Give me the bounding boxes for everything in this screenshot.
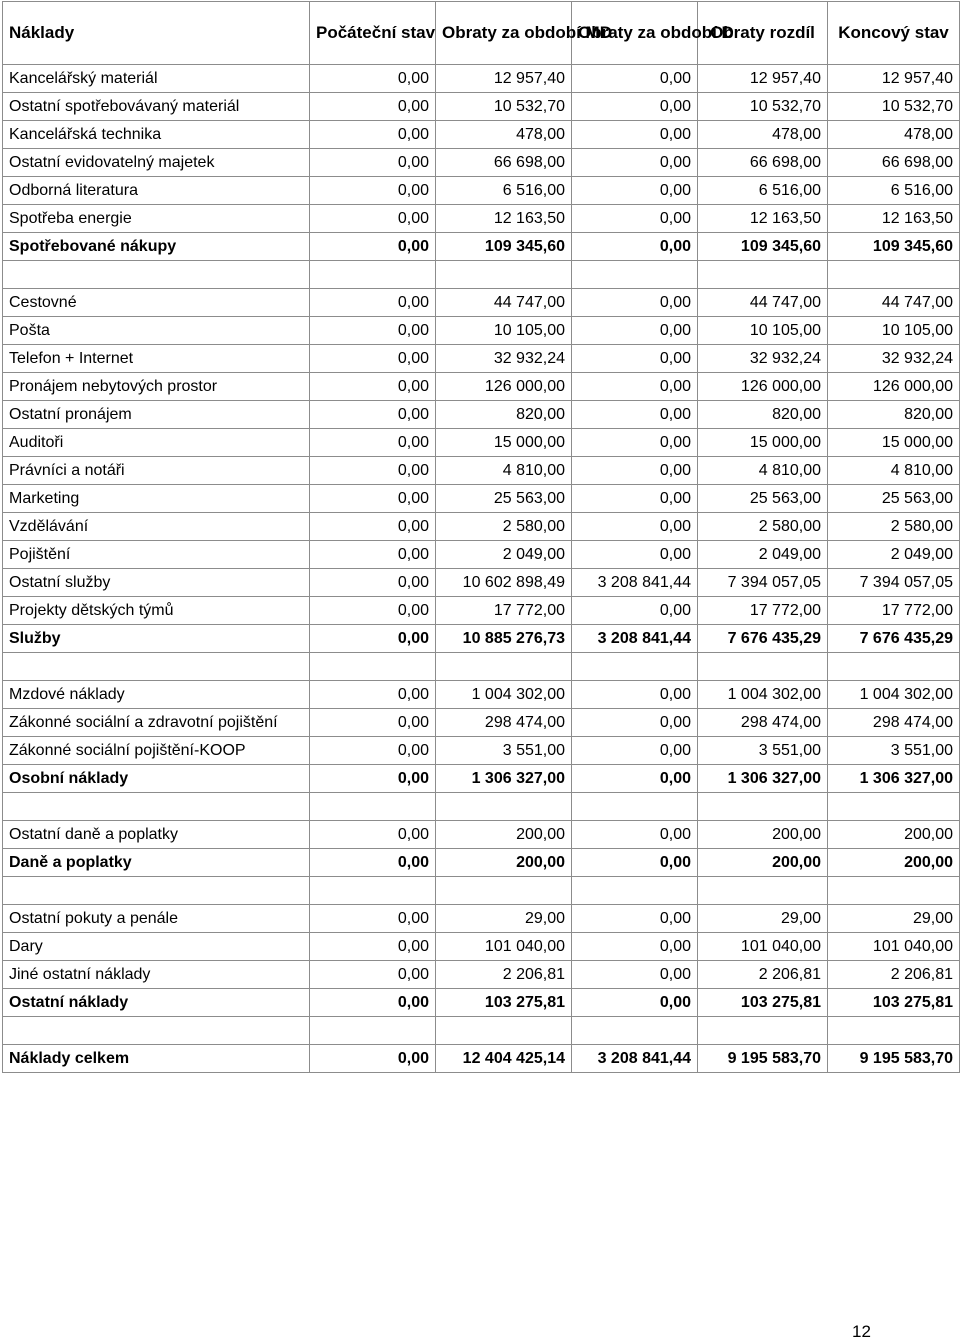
turnover-md-cell: 25 563,00	[436, 485, 572, 513]
turnover-md-cell: 109 345,60	[436, 233, 572, 261]
row-label: Auditoři	[3, 429, 310, 457]
opening-balance-cell: 0,00	[310, 205, 436, 233]
turnover-md-cell: 298 474,00	[436, 709, 572, 737]
turnover-md-cell: 2 049,00	[436, 541, 572, 569]
spacer-row	[3, 793, 960, 821]
empty-cell	[828, 653, 960, 681]
row-label: Ostatní spotřebovávaný materiál	[3, 93, 310, 121]
difference-cell: 1 306 327,00	[698, 765, 828, 793]
row-label: Náklady celkem	[3, 1045, 310, 1073]
header-costs: Náklady	[3, 2, 310, 65]
turnover-d-cell: 0,00	[572, 65, 698, 93]
table-row	[3, 345, 960, 373]
closing-balance-cell: 15 000,00	[828, 429, 960, 457]
empty-cell	[572, 793, 698, 821]
opening-balance-cell: 0,00	[310, 429, 436, 457]
closing-balance-cell: 10 105,00	[828, 317, 960, 345]
turnover-d-cell: 0,00	[572, 205, 698, 233]
empty-cell	[828, 877, 960, 905]
row-label: Mzdové náklady	[3, 681, 310, 709]
row-label: Osobní náklady	[3, 765, 310, 793]
subtotal-row	[3, 233, 960, 261]
row-label: Služby	[3, 625, 310, 653]
empty-cell	[698, 261, 828, 289]
empty-cell	[3, 793, 310, 821]
table-row	[3, 177, 960, 205]
empty-cell	[310, 793, 436, 821]
table-row	[3, 513, 960, 541]
closing-balance-cell: 298 474,00	[828, 709, 960, 737]
table-header-row	[3, 2, 960, 65]
row-label: Kancelářská technika	[3, 121, 310, 149]
row-label: Pronájem nebytových prostor	[3, 373, 310, 401]
table-row	[3, 541, 960, 569]
subtotal-row	[3, 849, 960, 877]
turnover-md-cell: 1 004 302,00	[436, 681, 572, 709]
closing-balance-cell: 6 516,00	[828, 177, 960, 205]
closing-balance-cell: 44 747,00	[828, 289, 960, 317]
row-label: Pošta	[3, 317, 310, 345]
opening-balance-cell: 0,00	[310, 65, 436, 93]
closing-balance-cell: 200,00	[828, 849, 960, 877]
difference-cell: 126 000,00	[698, 373, 828, 401]
difference-cell: 12 163,50	[698, 205, 828, 233]
turnover-d-cell: 0,00	[572, 345, 698, 373]
empty-cell	[310, 877, 436, 905]
opening-balance-cell: 0,00	[310, 737, 436, 765]
opening-balance-cell: 0,00	[310, 93, 436, 121]
spacer-row	[3, 877, 960, 905]
turnover-d-cell: 0,00	[572, 429, 698, 457]
opening-balance-cell: 0,00	[310, 289, 436, 317]
subtotal-row	[3, 989, 960, 1017]
row-label: Telefon + Internet	[3, 345, 310, 373]
row-label: Daně a poplatky	[3, 849, 310, 877]
turnover-md-cell: 32 932,24	[436, 345, 572, 373]
table-row	[3, 205, 960, 233]
header-turnover-md: Obraty za období MD	[436, 2, 572, 65]
difference-cell: 12 957,40	[698, 65, 828, 93]
difference-cell: 9 195 583,70	[698, 1045, 828, 1073]
table-row	[3, 933, 960, 961]
row-label: Dary	[3, 933, 310, 961]
turnover-d-cell: 0,00	[572, 149, 698, 177]
turnover-md-cell: 10 602 898,49	[436, 569, 572, 597]
closing-balance-cell: 12 163,50	[828, 205, 960, 233]
row-label: Spotřebované nákupy	[3, 233, 310, 261]
table-row	[3, 93, 960, 121]
row-label: Ostatní evidovatelný majetek	[3, 149, 310, 177]
turnover-md-cell: 12 404 425,14	[436, 1045, 572, 1073]
table-row	[3, 485, 960, 513]
opening-balance-cell: 0,00	[310, 485, 436, 513]
turnover-d-cell: 0,00	[572, 541, 698, 569]
spacer-row	[3, 1017, 960, 1045]
opening-balance-cell: 0,00	[310, 933, 436, 961]
closing-balance-cell: 126 000,00	[828, 373, 960, 401]
row-label: Jiné ostatní náklady	[3, 961, 310, 989]
spacer-row	[3, 261, 960, 289]
table-row	[3, 65, 960, 93]
empty-cell	[572, 877, 698, 905]
turnover-d-cell: 0,00	[572, 905, 698, 933]
table-row	[3, 401, 960, 429]
closing-balance-cell: 25 563,00	[828, 485, 960, 513]
opening-balance-cell: 0,00	[310, 401, 436, 429]
subtotal-row	[3, 1045, 960, 1073]
opening-balance-cell: 0,00	[310, 149, 436, 177]
empty-cell	[436, 261, 572, 289]
table-row	[3, 905, 960, 933]
turnover-md-cell: 66 698,00	[436, 149, 572, 177]
header-turnover-difference: Obraty rozdíl	[698, 2, 828, 65]
row-label: Spotřeba energie	[3, 205, 310, 233]
empty-cell	[3, 1017, 310, 1045]
turnover-d-cell: 0,00	[572, 317, 698, 345]
turnover-md-cell: 10 532,70	[436, 93, 572, 121]
opening-balance-cell: 0,00	[310, 373, 436, 401]
empty-cell	[572, 653, 698, 681]
row-label: Ostatní služby	[3, 569, 310, 597]
table-row	[3, 373, 960, 401]
turnover-md-cell: 103 275,81	[436, 989, 572, 1017]
row-label: Vzdělávání	[3, 513, 310, 541]
difference-cell: 6 516,00	[698, 177, 828, 205]
costs-table	[2, 1, 960, 1073]
difference-cell: 200,00	[698, 821, 828, 849]
turnover-d-cell: 0,00	[572, 681, 698, 709]
difference-cell: 1 004 302,00	[698, 681, 828, 709]
row-label: Právníci a notáři	[3, 457, 310, 485]
difference-cell: 10 532,70	[698, 93, 828, 121]
difference-cell: 3 551,00	[698, 737, 828, 765]
closing-balance-cell: 103 275,81	[828, 989, 960, 1017]
turnover-d-cell: 0,00	[572, 737, 698, 765]
closing-balance-cell: 17 772,00	[828, 597, 960, 625]
turnover-d-cell: 0,00	[572, 933, 698, 961]
opening-balance-cell: 0,00	[310, 821, 436, 849]
opening-balance-cell: 0,00	[310, 1045, 436, 1073]
turnover-md-cell: 44 747,00	[436, 289, 572, 317]
table-row	[3, 709, 960, 737]
spacer-row	[3, 653, 960, 681]
turnover-md-cell: 200,00	[436, 849, 572, 877]
closing-balance-cell: 9 195 583,70	[828, 1045, 960, 1073]
difference-cell: 25 563,00	[698, 485, 828, 513]
turnover-md-cell: 820,00	[436, 401, 572, 429]
opening-balance-cell: 0,00	[310, 233, 436, 261]
empty-cell	[436, 1017, 572, 1045]
opening-balance-cell: 0,00	[310, 849, 436, 877]
row-label: Kancelářský materiál	[3, 65, 310, 93]
table-row	[3, 681, 960, 709]
subtotal-row	[3, 625, 960, 653]
difference-cell: 32 932,24	[698, 345, 828, 373]
closing-balance-cell: 66 698,00	[828, 149, 960, 177]
closing-balance-cell: 29,00	[828, 905, 960, 933]
turnover-d-cell: 3 208 841,44	[572, 625, 698, 653]
row-label: Ostatní pokuty a penále	[3, 905, 310, 933]
empty-cell	[698, 877, 828, 905]
difference-cell: 7 676 435,29	[698, 625, 828, 653]
table-row	[3, 961, 960, 989]
closing-balance-cell: 2 049,00	[828, 541, 960, 569]
row-label: Ostatní náklady	[3, 989, 310, 1017]
closing-balance-cell: 32 932,24	[828, 345, 960, 373]
difference-cell: 15 000,00	[698, 429, 828, 457]
turnover-d-cell: 3 208 841,44	[572, 1045, 698, 1073]
opening-balance-cell: 0,00	[310, 177, 436, 205]
row-label: Ostatní daně a poplatky	[3, 821, 310, 849]
turnover-md-cell: 126 000,00	[436, 373, 572, 401]
opening-balance-cell: 0,00	[310, 961, 436, 989]
turnover-d-cell: 0,00	[572, 513, 698, 541]
table-row	[3, 597, 960, 625]
empty-cell	[3, 653, 310, 681]
opening-balance-cell: 0,00	[310, 905, 436, 933]
opening-balance-cell: 0,00	[310, 541, 436, 569]
turnover-md-cell: 2 580,00	[436, 513, 572, 541]
turnover-md-cell: 10 105,00	[436, 317, 572, 345]
turnover-md-cell: 29,00	[436, 905, 572, 933]
opening-balance-cell: 0,00	[310, 709, 436, 737]
header-closing-balance: Koncový stav	[828, 2, 960, 65]
empty-cell	[310, 653, 436, 681]
empty-cell	[3, 261, 310, 289]
closing-balance-cell: 7 676 435,29	[828, 625, 960, 653]
table-row	[3, 457, 960, 485]
opening-balance-cell: 0,00	[310, 569, 436, 597]
difference-cell: 820,00	[698, 401, 828, 429]
empty-cell	[572, 1017, 698, 1045]
turnover-d-cell: 0,00	[572, 597, 698, 625]
header-turnover-d: Obraty za období D	[572, 2, 698, 65]
turnover-d-cell: 0,00	[572, 485, 698, 513]
opening-balance-cell: 0,00	[310, 681, 436, 709]
difference-cell: 478,00	[698, 121, 828, 149]
difference-cell: 44 747,00	[698, 289, 828, 317]
turnover-md-cell: 10 885 276,73	[436, 625, 572, 653]
empty-cell	[3, 877, 310, 905]
closing-balance-cell: 109 345,60	[828, 233, 960, 261]
turnover-d-cell: 0,00	[572, 709, 698, 737]
turnover-d-cell: 0,00	[572, 821, 698, 849]
turnover-md-cell: 15 000,00	[436, 429, 572, 457]
empty-cell	[698, 653, 828, 681]
table-row	[3, 149, 960, 177]
turnover-d-cell: 0,00	[572, 373, 698, 401]
closing-balance-cell: 820,00	[828, 401, 960, 429]
difference-cell: 298 474,00	[698, 709, 828, 737]
difference-cell: 17 772,00	[698, 597, 828, 625]
turnover-d-cell: 3 208 841,44	[572, 569, 698, 597]
closing-balance-cell: 101 040,00	[828, 933, 960, 961]
turnover-d-cell: 0,00	[572, 233, 698, 261]
table-row	[3, 289, 960, 317]
opening-balance-cell: 0,00	[310, 317, 436, 345]
closing-balance-cell: 2 206,81	[828, 961, 960, 989]
closing-balance-cell: 7 394 057,05	[828, 569, 960, 597]
turnover-d-cell: 0,00	[572, 765, 698, 793]
empty-cell	[698, 793, 828, 821]
difference-cell: 2 206,81	[698, 961, 828, 989]
turnover-d-cell: 0,00	[572, 177, 698, 205]
empty-cell	[436, 653, 572, 681]
turnover-d-cell: 0,00	[572, 93, 698, 121]
closing-balance-cell: 12 957,40	[828, 65, 960, 93]
turnover-md-cell: 2 206,81	[436, 961, 572, 989]
empty-cell	[310, 261, 436, 289]
closing-balance-cell: 1 004 302,00	[828, 681, 960, 709]
row-label: Cestovné	[3, 289, 310, 317]
row-label: Marketing	[3, 485, 310, 513]
turnover-md-cell: 1 306 327,00	[436, 765, 572, 793]
row-label: Ostatní pronájem	[3, 401, 310, 429]
row-label: Odborná literatura	[3, 177, 310, 205]
difference-cell: 2 580,00	[698, 513, 828, 541]
turnover-d-cell: 0,00	[572, 961, 698, 989]
opening-balance-cell: 0,00	[310, 457, 436, 485]
subtotal-row	[3, 765, 960, 793]
row-label: Zákonné sociální a zdravotní pojištění	[3, 709, 310, 737]
difference-cell: 4 810,00	[698, 457, 828, 485]
table-body	[3, 65, 960, 1073]
turnover-d-cell: 0,00	[572, 989, 698, 1017]
opening-balance-cell: 0,00	[310, 121, 436, 149]
row-label: Projekty dětských týmů	[3, 597, 310, 625]
closing-balance-cell: 2 580,00	[828, 513, 960, 541]
table-row	[3, 429, 960, 457]
empty-cell	[828, 1017, 960, 1045]
difference-cell: 109 345,60	[698, 233, 828, 261]
difference-cell: 200,00	[698, 849, 828, 877]
turnover-d-cell: 0,00	[572, 457, 698, 485]
table-row	[3, 317, 960, 345]
turnover-md-cell: 3 551,00	[436, 737, 572, 765]
closing-balance-cell: 10 532,70	[828, 93, 960, 121]
opening-balance-cell: 0,00	[310, 513, 436, 541]
turnover-md-cell: 101 040,00	[436, 933, 572, 961]
empty-cell	[828, 793, 960, 821]
table-row	[3, 821, 960, 849]
empty-cell	[436, 793, 572, 821]
turnover-md-cell: 17 772,00	[436, 597, 572, 625]
difference-cell: 101 040,00	[698, 933, 828, 961]
difference-cell: 7 394 057,05	[698, 569, 828, 597]
opening-balance-cell: 0,00	[310, 345, 436, 373]
closing-balance-cell: 4 810,00	[828, 457, 960, 485]
opening-balance-cell: 0,00	[310, 989, 436, 1017]
turnover-d-cell: 0,00	[572, 401, 698, 429]
turnover-d-cell: 0,00	[572, 849, 698, 877]
empty-cell	[310, 1017, 436, 1045]
row-label: Zákonné sociální pojištění-KOOP	[3, 737, 310, 765]
header-opening-balance: Počáteční stav	[310, 2, 436, 65]
difference-cell: 103 275,81	[698, 989, 828, 1017]
turnover-md-cell: 4 810,00	[436, 457, 572, 485]
difference-cell: 10 105,00	[698, 317, 828, 345]
closing-balance-cell: 3 551,00	[828, 737, 960, 765]
turnover-d-cell: 0,00	[572, 121, 698, 149]
turnover-md-cell: 12 163,50	[436, 205, 572, 233]
turnover-md-cell: 12 957,40	[436, 65, 572, 93]
closing-balance-cell: 478,00	[828, 121, 960, 149]
empty-cell	[572, 261, 698, 289]
closing-balance-cell: 1 306 327,00	[828, 765, 960, 793]
opening-balance-cell: 0,00	[310, 625, 436, 653]
page-number: 12	[852, 1322, 871, 1341]
turnover-md-cell: 6 516,00	[436, 177, 572, 205]
table-row	[3, 737, 960, 765]
difference-cell: 29,00	[698, 905, 828, 933]
row-label: Pojištění	[3, 541, 310, 569]
turnover-d-cell: 0,00	[572, 289, 698, 317]
opening-balance-cell: 0,00	[310, 597, 436, 625]
empty-cell	[698, 1017, 828, 1045]
opening-balance-cell: 0,00	[310, 765, 436, 793]
closing-balance-cell: 200,00	[828, 821, 960, 849]
table-row	[3, 569, 960, 597]
difference-cell: 2 049,00	[698, 541, 828, 569]
empty-cell	[436, 877, 572, 905]
table-row	[3, 121, 960, 149]
turnover-md-cell: 200,00	[436, 821, 572, 849]
difference-cell: 66 698,00	[698, 149, 828, 177]
empty-cell	[828, 261, 960, 289]
turnover-md-cell: 478,00	[436, 121, 572, 149]
